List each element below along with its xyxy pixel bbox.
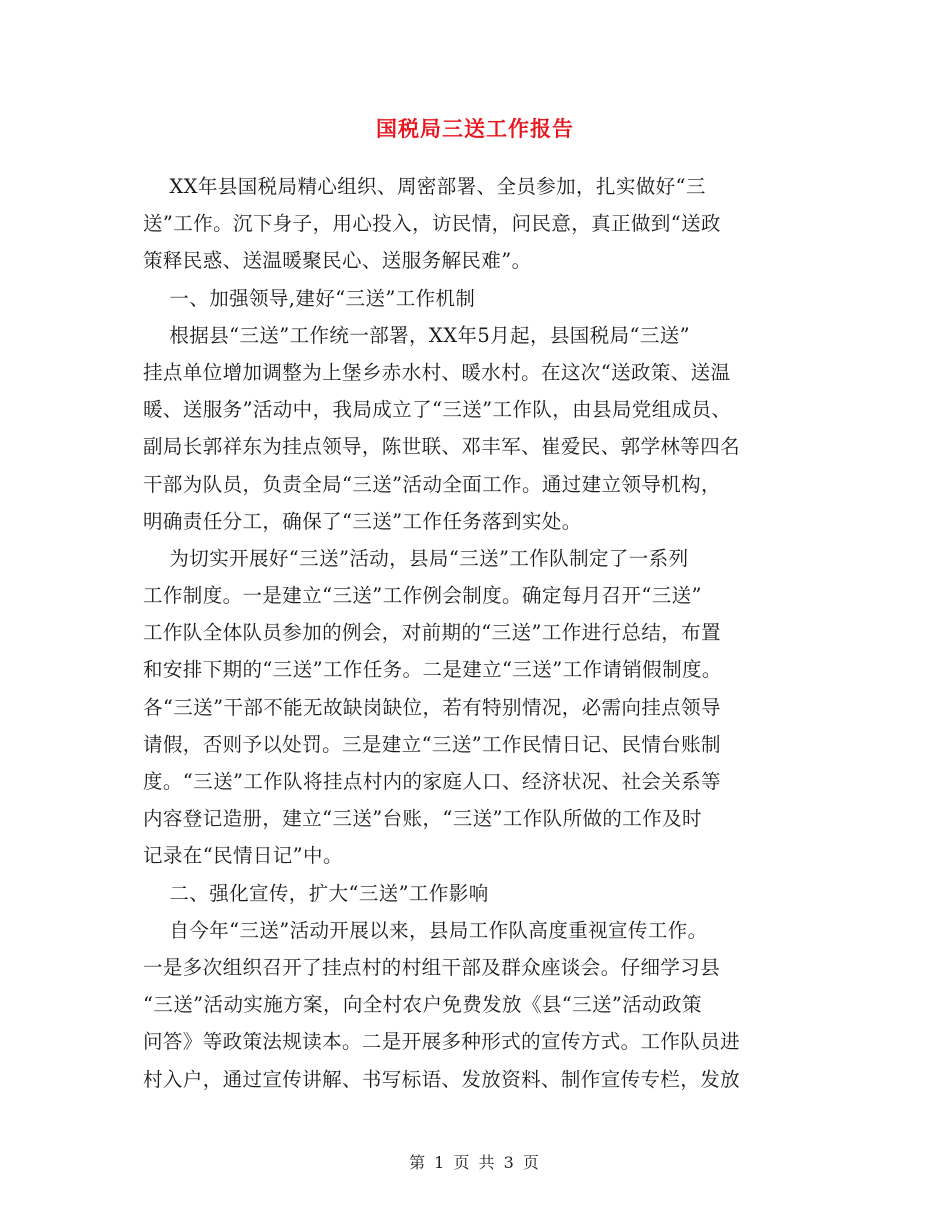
body-line: 为切实开展好“三送”活动，县局“三送”工作队制定了一系列 — [143, 546, 689, 570]
body-line: 自今年“三送”活动开展以来，县局工作队高度重视宣传工作。 — [143, 918, 708, 942]
body-line: 各“三送”干部不能无故缺岗缺位，若有特别情况，必需向挂点领导 — [143, 695, 721, 719]
body-line: 工作制度。一是建立“三送”工作例会制度。确定每月召开“三送” — [143, 584, 702, 608]
body-line: 记录在“民情日记”中。 — [143, 844, 343, 868]
body-line: 明确责任分工，确保了“三送”工作任务落到实处。 — [143, 509, 582, 533]
body-line: 问答》等政策法规读本。二是开展多种形式的宣传方式。工作队员进 — [143, 1030, 741, 1054]
body-line: 请假，否则予以处罚。三是建立“三送”工作民情日记、民情台账制 — [143, 732, 721, 756]
body-line: 度。“三送”工作队将挂点村内的家庭人口、经济状况、社会关系等 — [143, 770, 721, 793]
document-body — [143, 168, 803, 1098]
body-line: 一是多次组织召开了挂点村的村组干部及群众座谈会。仔细学习县 — [143, 955, 721, 979]
body-line: 策释民惑、送温暖聚民心、送服务解民难”。 — [143, 249, 532, 273]
body-line: 挂点单位增加调整为上堡乡赤水村、暖水村。在这次“送政策、送温 — [143, 360, 731, 384]
body-line: 根据县“三送”工作统一部署，XX年5月起，县国税局“三送” — [143, 323, 691, 347]
page-footer: 第 1 页 共 3 页 — [409, 1153, 541, 1172]
body-line: “三送”活动实施方案，向全村农户免费发放《县“三送”活动政策 — [143, 993, 702, 1017]
body-line: 干部为队员，负责全局“三送”活动全面工作。通过建立领导机构， — [143, 472, 721, 496]
body-line: 村入户，通过宣传讲解、书写标语、发放资料、制作宣传专栏，发放 — [143, 1067, 741, 1091]
body-line: 暖、送服务”活动中，我局成立了“三送”工作队，由县局党组成员、 — [143, 398, 732, 422]
section-heading: 一、加强领导,建好“三送”工作机制 — [143, 286, 476, 310]
body-line: 内容登记造册，建立“三送”台账，“三送”工作队所做的工作及时 — [143, 807, 702, 831]
body-line: 副局长郭祥东为挂点领导，陈世联、邓丰军、崔爱民、郭学林等四名 — [143, 435, 741, 459]
body-line: XX年县国税局精心组织、周密部署、全员参加，扎实做好“三 — [143, 175, 706, 198]
body-line: 工作队全体队员参加的例会，对前期的“三送”工作进行总结，布置 — [143, 621, 721, 645]
document-title: 国税局三送工作报告 — [376, 117, 574, 141]
section-heading: 二、强化宣传，扩大“三送”工作影响 — [143, 881, 489, 905]
body-line: 送”工作。沉下身子，用心投入，访民情，问民意，真正做到“送政 — [143, 212, 721, 236]
body-line: 和安排下期的“三送”工作任务。二是建立“三送”工作请销假制度。 — [143, 658, 722, 682]
